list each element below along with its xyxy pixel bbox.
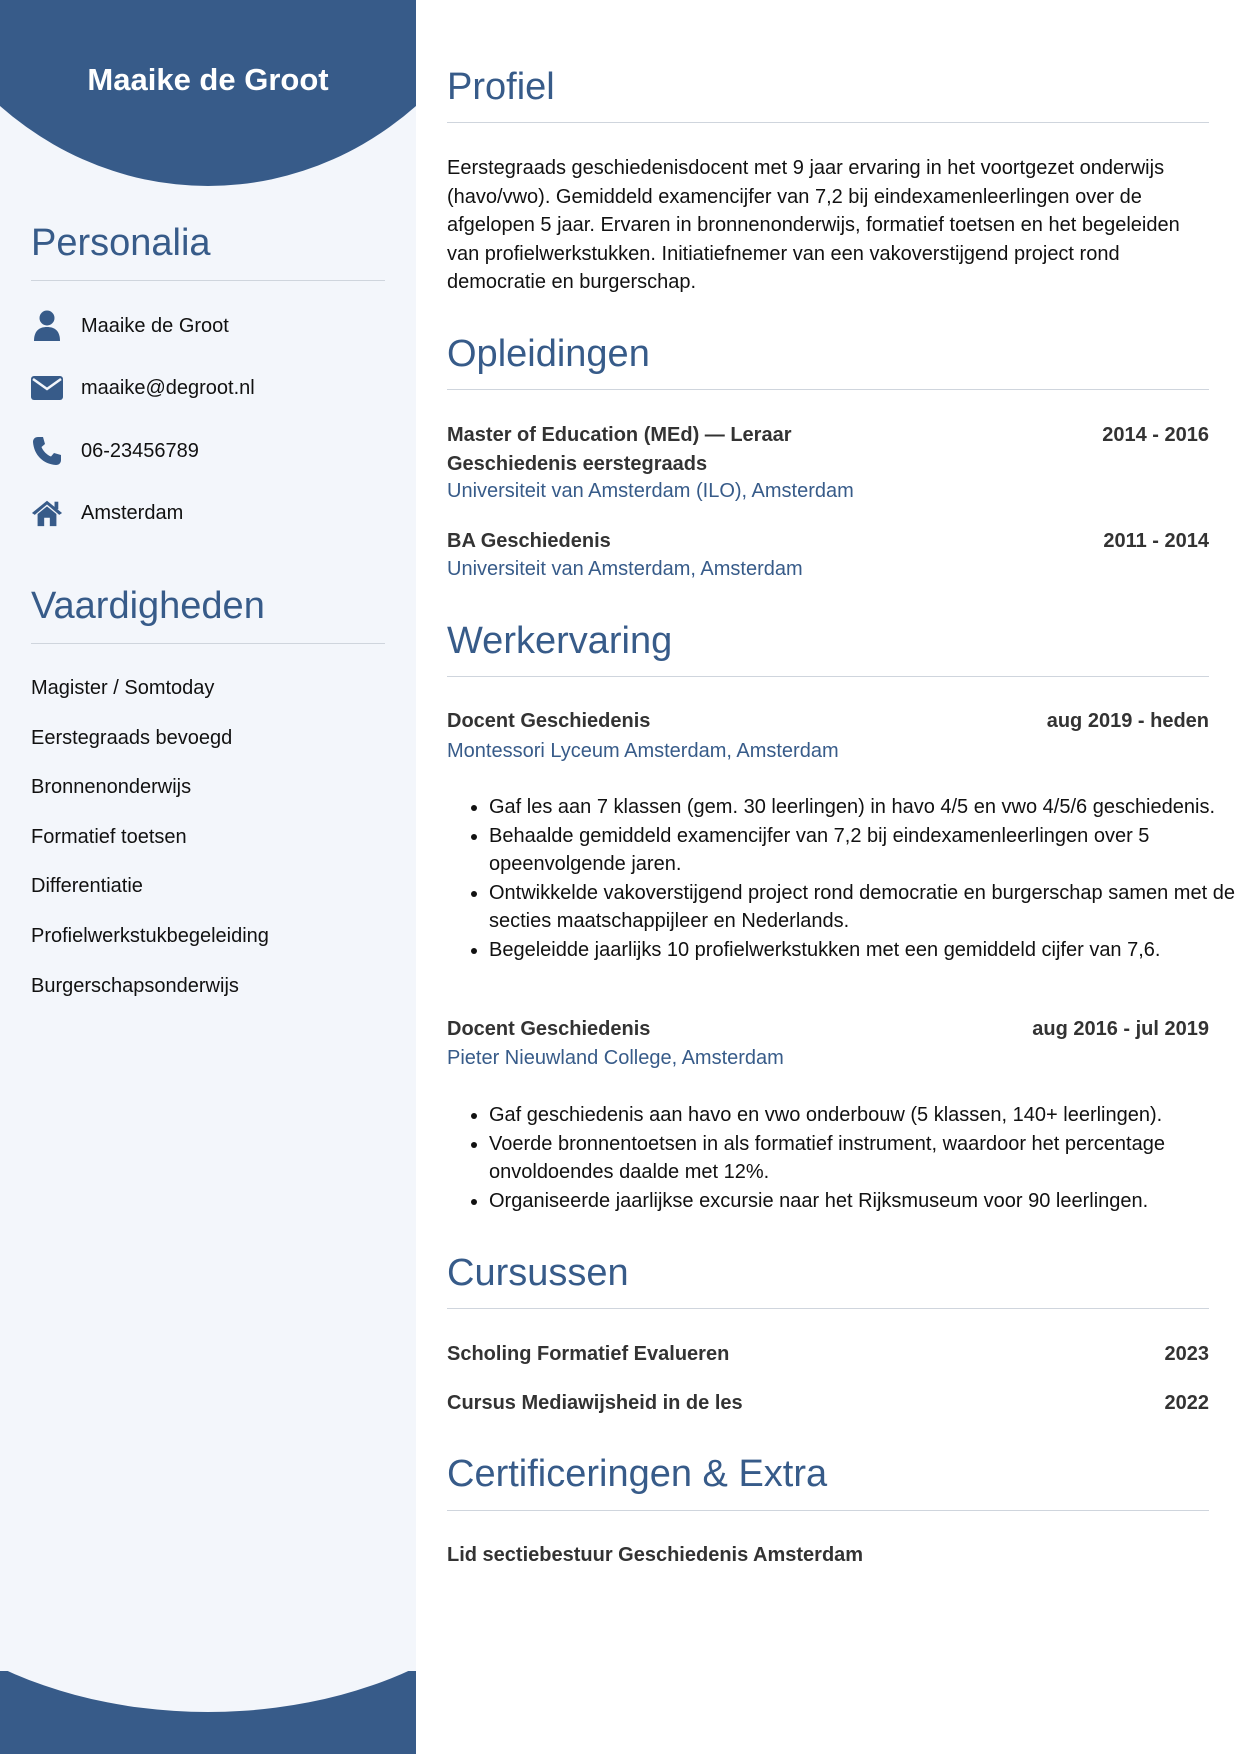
bullet-item: • Voerde bronnentoetsen in als formatief instrument, waardoor het percentage onvoldoendes daalde met 12%. [489,1130,1241,1187]
personalia-heading: Personalia [31,222,211,264]
job-item [447,1015,1209,1044]
job-item [447,707,1209,736]
sidebar [0,0,416,1754]
education-heading: Opleidingen [447,333,650,375]
course-item [447,1340,1209,1369]
courses-divider [447,1308,1209,1309]
skills-heading: Vaardigheden [31,585,265,627]
bullet-item: • Gaf les aan 7 klassen (gem. 30 leerlingen) in havo 4/5 en vwo 4/5/6 geschiedenis. [489,793,1241,822]
institution: Universiteit van Amsterdam (ILO), Amsterdam [447,480,854,502]
extra-divider [447,1510,1209,1511]
profile-divider [447,122,1209,123]
skill-item: Profielwerkstukbegeleiding [31,925,269,947]
job-dates: aug 2016 - jul 2019 [1032,1018,1209,1040]
profile-heading: Profiel [447,66,555,108]
course-name: Cursus Mediawijsheid in de les [447,1392,743,1414]
education-item [447,527,1209,556]
skill-item: Bronnenonderwijs [31,776,192,798]
job-bullets [447,1101,1241,1215]
skill-item: Burgerschapsonderwijs [31,975,239,997]
extra-item [447,1541,1209,1570]
skills-divider [31,643,385,644]
course-name: Scholing Formatief Evalueren [447,1343,730,1365]
user-icon [31,310,63,342]
experience-divider [447,676,1209,677]
personalia-divider [31,280,385,281]
job-title: Docent Geschiedenis [447,1018,651,1040]
degree-title: Master of Education (MEd) — Leraar Geschiedenis eerstegraads [447,424,792,475]
course-year: 2023 [1164,1343,1209,1365]
contact-location: Amsterdam [31,495,391,531]
experience-heading: Werkervaring [447,620,673,662]
education-item [447,421,1209,478]
skill-item: Formatief toetsen [31,826,187,848]
job-title: Docent Geschiedenis [447,710,651,732]
bullet-item: • Behaalde gemiddeld examencijfer van 7,2 bij eindexamenleerlingen over 5 opeenvolgende jaren. [489,822,1241,879]
job-bullets [447,793,1241,964]
extra-text: Lid sectiebestuur Geschiedenis Amsterdam [447,1544,864,1566]
courses-heading: Cursussen [447,1252,629,1294]
footer-arc-mask [0,1262,416,1712]
degree-dates: 2014 - 2016 [1102,424,1209,446]
contact-phone[interactable]: 06-23456789 [31,433,391,469]
degree-title: BA Geschiedenis [447,530,611,552]
job-dates: aug 2019 - heden [1046,710,1209,732]
profile-text: Eerstegraads geschiedenisdocent met 9 jaar ervaring in het voortgezet onderwijs (havo/vwo). Gemiddeld examencijfer van 7,2 bij eindexamenleerlingen over de afgelopen 5 jaar. Ervaren in bronnenonderwijs, formatief toetsen en het begeleiden van profielwerkstukken. Initiatiefnemer van een vakoverstijgend project rond democratie en burgerschap. [447,157,1180,293]
phone-icon [31,435,63,467]
employer: Montessori Lyceum Amsterdam, Amsterdam [447,740,839,762]
home-icon [31,497,63,529]
bullet-item: • Begeleidde jaarlijks 10 profielwerkstukken met een gemiddeld cijfer van 7,6. [489,936,1241,965]
course-year: 2022 [1164,1392,1209,1414]
skill-item: Eerstegraads bevoegd [31,727,233,749]
skill-item: Differentiatie [31,875,143,897]
education-divider [447,389,1209,390]
skill-item: Magister / Somtoday [31,677,215,699]
bullet-item: • Organiseerde jaarlijkse excursie naar het Rijksmuseum voor 90 leerlingen. [489,1187,1241,1216]
degree-dates: 2011 - 2014 [1103,530,1209,552]
extra-heading: Certificeringen & Extra [447,1453,828,1495]
bullet-item: • Gaf geschiedenis aan havo en vwo onderbouw (5 klassen, 140+ leerlingen). [489,1101,1241,1130]
course-item [447,1389,1209,1418]
sidebar-name: Maaike de Groot [87,62,329,97]
contact-name: Maaike de Groot [31,308,391,344]
bullet-item: • Ontwikkelde vakoverstijgend project rond democratie en burgerschap samen met de secties maatschappijleer en Nederlands. [489,879,1241,936]
institution: Universiteit van Amsterdam, Amsterdam [447,558,803,580]
employer: Pieter Nieuwland College, Amsterdam [447,1047,784,1069]
envelope-icon [31,372,63,404]
contact-email[interactable]: maaike@degroot.nl [31,370,391,406]
